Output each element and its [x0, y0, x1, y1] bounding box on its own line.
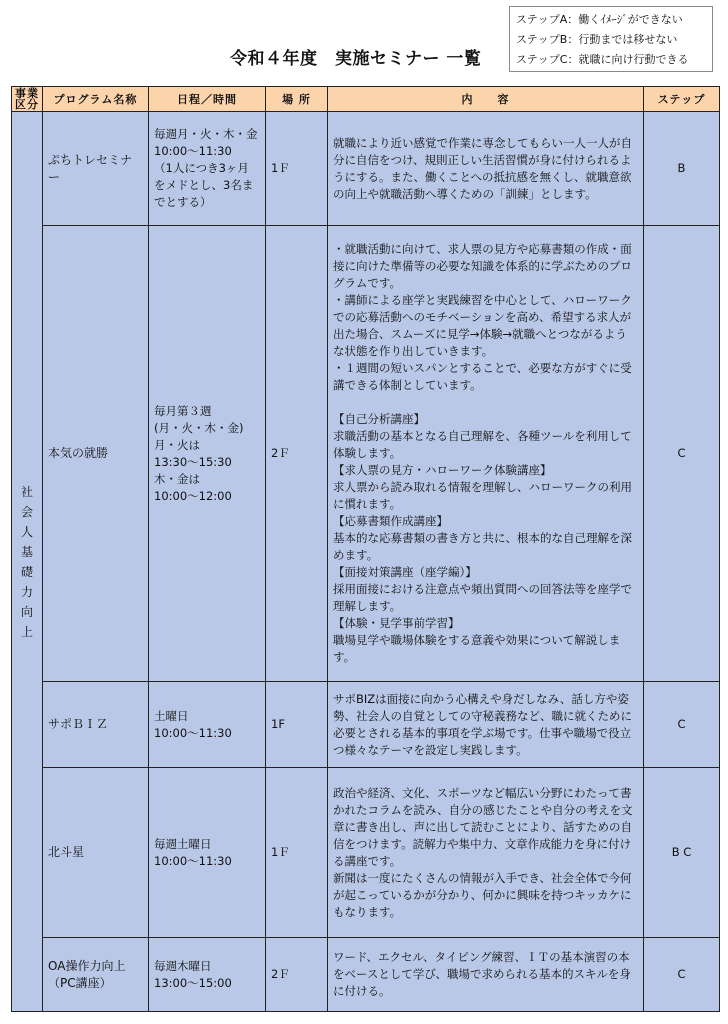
program-place: 2Ｆ — [266, 938, 328, 1012]
program-content: ワード、エクセル、タイピング練習、ＩＴの基本演習の本をベースとして学び、職場で求められる基本的スキルを身に付ける。 — [328, 938, 644, 1012]
table-row — [12, 938, 720, 1012]
program-schedule: 毎月第３週 (月・火・木・金) 月・火は 13:30～15:30 木・金は 10:00～12:00 — [149, 226, 266, 682]
seminar-table — [11, 86, 720, 1012]
header-category: 事業 区分 — [12, 87, 43, 112]
program-name: ぷちトレセミナー — [43, 112, 149, 226]
program-place: 2Ｆ — [266, 226, 328, 682]
category-cell — [12, 112, 43, 1012]
page-title: 令和４年度 実施セミナー 一覧 — [230, 49, 482, 69]
step-legend — [509, 6, 713, 72]
table-row — [12, 226, 720, 682]
program-place: 1F — [266, 682, 328, 768]
program-name: OA操作力向上 （PC講座） — [43, 938, 149, 1012]
program-step: B — [644, 112, 720, 226]
legend-step-c: ステップC：就職に向け行動できる — [516, 53, 689, 66]
program-place: 1Ｆ — [266, 768, 328, 938]
table-row — [12, 768, 720, 938]
header-content: 内 容 — [328, 87, 644, 112]
program-schedule: 毎週木曜日 13:00～15:00 — [149, 938, 266, 1012]
program-name: 本気の就勝 — [43, 226, 149, 682]
program-place: 1Ｆ — [266, 112, 328, 226]
program-schedule: 毎週月・火・木・金 10:00～11:30 （1人につき3ヶ月をメドとし、3名までとする） — [149, 112, 266, 226]
legend-step-a: ステップA：働くｲﾒｰｼﾞができない — [516, 13, 683, 26]
header-program: プログラム名称 — [43, 87, 149, 112]
program-content: 政治や経済、文化、スポーツなど幅広い分野にわたって書かれたコラムを読み、自分の感じたことや自分の考えを文章に書き出し、声に出して読むことにより、話すための自信をつけます。読解力や集中力、文章作成能力を身に付ける講座です。 新聞は一度にたくさんの情報が入手でき、社会全体で今何が起こっているかが分かり、何かに興味を持つキッカケにもなります。 — [328, 768, 644, 938]
program-name: 北斗星 — [43, 768, 149, 938]
table-row — [12, 682, 720, 768]
program-content: 就職により近い感覚で作業に専念してもらい一人一人が自分に自信をつけ、規則正しい生活習慣が身に付けられるようにする。また、働くことへの抵抗感を無くし、就職意欲の向上や就職活動へ導くための「訓練」とします。 — [328, 112, 644, 226]
table-row — [12, 112, 720, 226]
program-step: B C — [644, 768, 720, 938]
program-step: C — [644, 682, 720, 768]
program-schedule: 土曜日 10:00～11:30 — [149, 682, 266, 768]
program-step: C — [644, 938, 720, 1012]
program-content: ・就職活動に向けて、求人票の見方や応募書類の作成・面接に向けた準備等の必要な知識を体系的に学ぶためのプログラムです。 ・講師による座学と実践練習を中心として、ハローワークでの応募活動へのモチベーションを高め、希望する求人が出た場合、スムーズに見学→体験→就職へとつながるような状態を作り出していきます。 ・１週間の短いスパンとすることで、必要な方がすぐに受講できる体制としています。 【自己分析講座】 求職活動の基本となる自己理解を、各種ツールを利用して体験します。 【求人票の見方・ハローワーク体験講座】 求人票から読み取れる情報を理解し、ハローワークの利用に慣れます。 【応募書類作成講座】 基本的な応募書類の書き方と共に、根本的な自己理解を深めます。 【面接対策講座（座学編）】 採用面接における注意点や頻出質問への回答法等を座学で理解します。 【体験・見学事前学習】 職場見学や職場体験をする意義や効果について解説します。 — [328, 226, 644, 682]
legend-step-b: ステップB：行動までは移せない — [516, 33, 678, 46]
header-step: ステップ — [644, 87, 720, 112]
category-label: 社会人基礎力向上 — [20, 484, 33, 639]
program-schedule: 毎週土曜日 10:00～11:30 — [149, 768, 266, 938]
header-place: 場 所 — [266, 87, 328, 112]
program-content: サポBIZは面接に向かう心構えや身だしなみ、話し方や姿勢、社会人の自覚としての守秘義務など、職に就くために必要とされる基本的事項を学ぶ場です。仕事や職場で役立つ様々なテーマを設定し実践します。 — [328, 682, 644, 768]
program-step: C — [644, 226, 720, 682]
program-name: サポＢＩＺ — [43, 682, 149, 768]
table-header-row — [12, 87, 720, 112]
header-schedule: 日程／時間 — [149, 87, 266, 112]
